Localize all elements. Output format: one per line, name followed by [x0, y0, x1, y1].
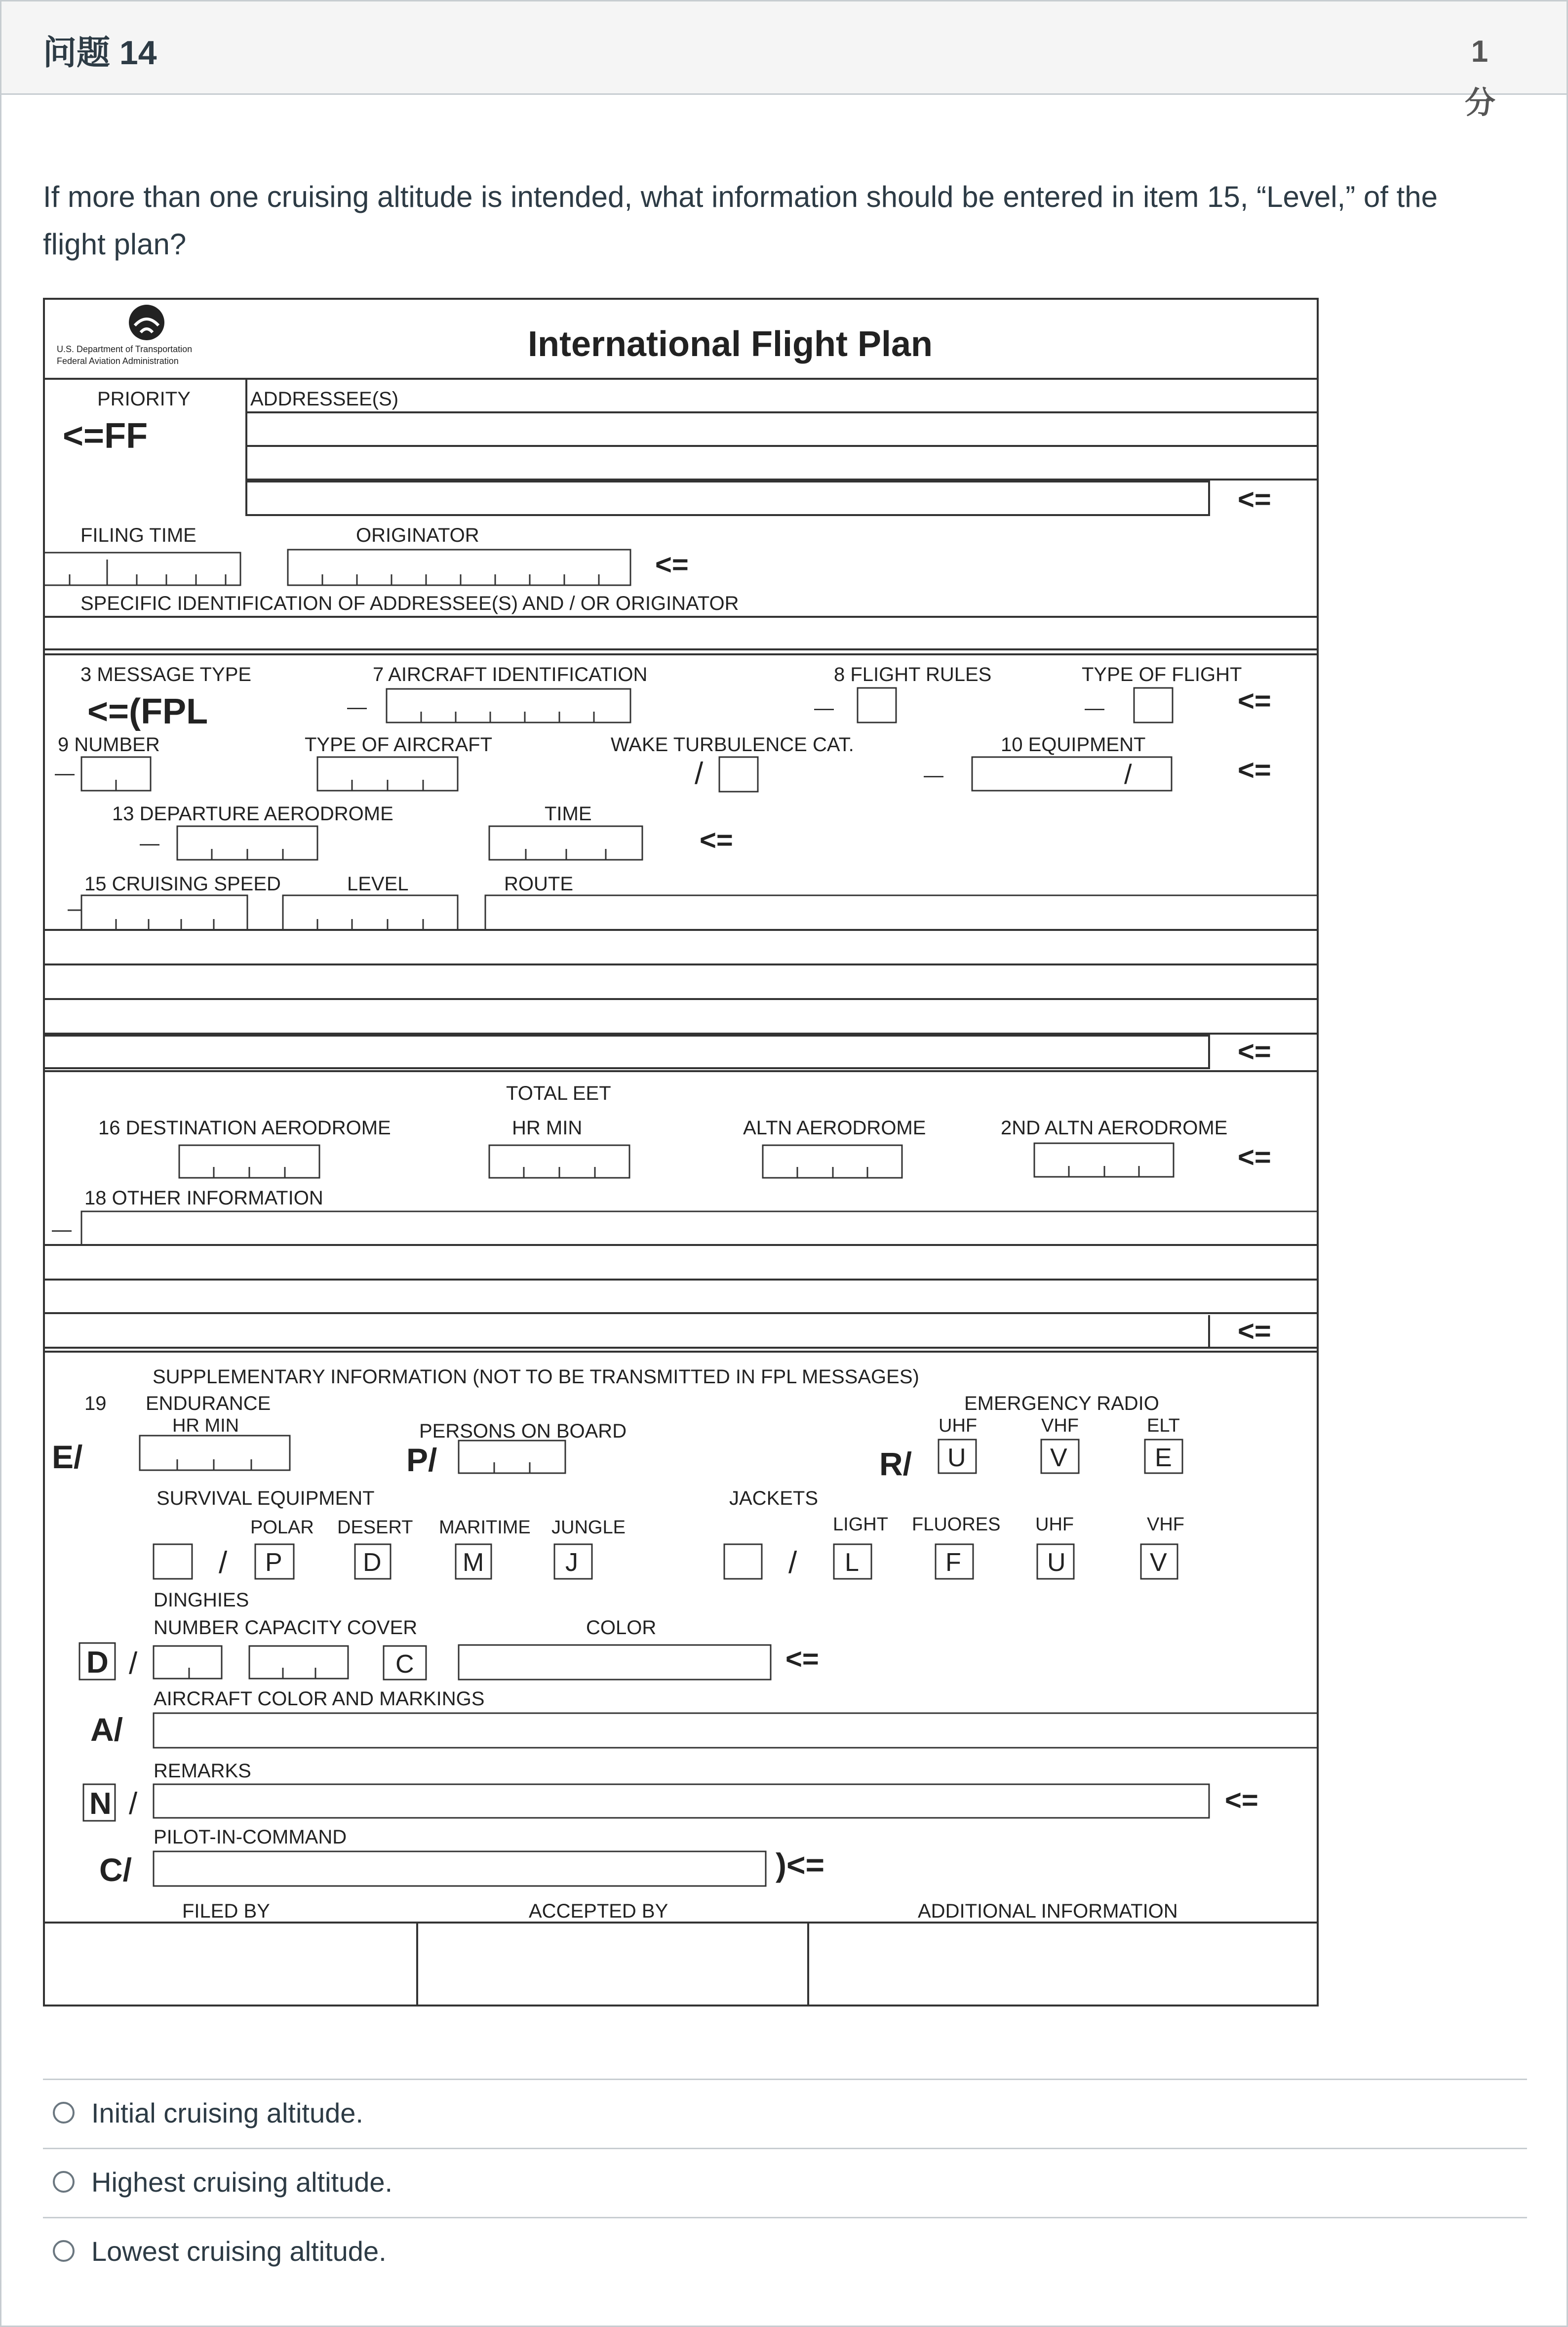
jungle-label: JUNGLE [551, 1517, 626, 1538]
additional-information-label: ADDITIONAL INFORMATION [918, 1900, 1178, 1922]
elt-label: ELT [1147, 1415, 1180, 1436]
aircraft-color-prefix: A/ [90, 1711, 123, 1748]
type-of-aircraft-label: TYPE OF AIRCRAFT [305, 734, 493, 756]
end-arrow: <= [785, 1643, 819, 1675]
addressees-label: ADDRESSEE(S) [250, 388, 399, 410]
filed-by-label: FILED BY [182, 1900, 270, 1922]
flight-plan-form-image [43, 298, 1319, 2007]
color-label: COLOR [586, 1617, 657, 1639]
type-of-flight-label: TYPE OF FLIGHT [1082, 664, 1242, 685]
remarks-label: REMARKS [154, 1760, 251, 1782]
number-label: 9 NUMBER [58, 734, 160, 756]
pilot-end: )<= [776, 1846, 825, 1883]
persons-on-board-label: PERSONS ON BOARD [419, 1420, 627, 1442]
end-arrow: <= [1238, 483, 1271, 516]
jacket-u: U [1047, 1548, 1066, 1577]
jacket-v: V [1150, 1548, 1167, 1577]
radio-v: V [1050, 1444, 1067, 1472]
survival-p: P [265, 1548, 282, 1577]
other-information-label: 18 OTHER INFORMATION [84, 1187, 323, 1209]
faa-logo-icon [129, 305, 164, 340]
slash: / [129, 1646, 138, 1681]
answer-label[interactable]: Initial cruising altitude. [91, 2097, 363, 2128]
slash: / [1124, 759, 1132, 790]
dinghy-cover-c: C [395, 1650, 414, 1679]
emergency-radio-label: EMERGENCY RADIO [964, 1393, 1159, 1414]
slash: / [788, 1546, 797, 1580]
uhf-label: UHF [939, 1415, 978, 1436]
answer-option[interactable] [43, 2218, 1527, 2286]
message-type-label: 3 MESSAGE TYPE [80, 664, 252, 685]
jacket-uhf-label: UHF [1035, 1514, 1074, 1535]
accepted-by-label: ACCEPTED BY [529, 1900, 668, 1922]
eet-hr-min-label: HR MIN [512, 1117, 583, 1139]
dinghy-columns-label: NUMBER CAPACITY COVER [154, 1617, 418, 1639]
question-points: 1 分 [1465, 35, 1496, 120]
slash: / [219, 1546, 228, 1580]
dash: — [52, 1219, 72, 1241]
pilot-prefix: C/ [99, 1851, 132, 1888]
altn-aerodrome-label: ALTN AERODROME [743, 1117, 926, 1139]
form-title: International Flight Plan [528, 324, 933, 364]
question-header [1, 1, 1567, 120]
vhf-label: VHF [1041, 1415, 1079, 1436]
filing-time-label: FILING TIME [80, 524, 196, 546]
route-label: ROUTE [504, 873, 573, 895]
survival-m: M [463, 1548, 484, 1577]
radio-button[interactable] [53, 2240, 75, 2262]
priority-value: <=FF [63, 416, 148, 456]
total-eet-label: TOTAL EET [506, 1083, 611, 1104]
second-altn-label: 2ND ALTN AERODROME [1001, 1117, 1228, 1139]
end-arrow: <= [1238, 754, 1271, 786]
dinghies-label: DINGHIES [154, 1589, 249, 1611]
radio-u: U [947, 1444, 966, 1472]
specific-id-label: SPECIFIC IDENTIFICATION OF ADDRESSEE(S) AND / OR ORIGINATOR [80, 593, 739, 614]
endurance-hr-min-label: HR MIN [172, 1415, 239, 1436]
radio-button[interactable] [53, 2102, 75, 2124]
aircraft-color-label: AIRCRAFT COLOR AND MARKINGS [154, 1688, 485, 1710]
supplementary-label: SUPPLEMENTARY INFORMATION (NOT TO BE TRANSMITTED IN FPL MESSAGES) [153, 1366, 919, 1388]
equipment-label: 10 EQUIPMENT [1001, 734, 1146, 756]
agency-line-1: U.S. Department of Transportation [57, 344, 193, 354]
dash: — [55, 762, 75, 784]
priority-label: PRIORITY [97, 388, 191, 410]
wake-turbulence-label: WAKE TURBULENCE CAT. [611, 734, 854, 756]
question-text: If more than one cruising altitude is intended, what information should be entered in item 15, “Level,” of the flight plan? [43, 180, 1438, 261]
radio-prefix: R/ [879, 1445, 912, 1482]
survival-j: J [565, 1548, 578, 1577]
dash: — [1085, 697, 1104, 719]
jacket-f: F [945, 1548, 961, 1577]
jacket-vhf-label: VHF [1147, 1514, 1184, 1535]
flight-rules-label: 8 FLIGHT RULES [834, 664, 992, 685]
aircraft-id-label: 7 AIRCRAFT IDENTIFICATION [373, 664, 648, 685]
level-label: LEVEL [347, 873, 409, 895]
answer-option[interactable] [43, 2080, 1527, 2148]
dinghies-prefix: D [86, 1645, 109, 1680]
message-type-value: <=(FPL [87, 692, 208, 731]
dash: — [140, 833, 159, 854]
maritime-label: MARITIME [439, 1517, 531, 1538]
end-arrow: <= [655, 549, 689, 581]
end-arrow: <= [700, 824, 733, 856]
desert-label: DESERT [337, 1517, 413, 1538]
fluores-label: FLUORES [912, 1514, 1001, 1535]
endurance-prefix: E/ [52, 1439, 83, 1475]
radio-e: E [1155, 1444, 1172, 1472]
survival-equipment-label: SURVIVAL EQUIPMENT [157, 1487, 375, 1509]
pilot-in-command-label: PILOT-IN-COMMAND [154, 1826, 347, 1848]
survival-d: D [363, 1548, 382, 1577]
cruising-speed-label: 15 CRUISING SPEED [84, 873, 281, 895]
dash: — [814, 697, 834, 719]
endurance-label: ENDURANCE [146, 1393, 271, 1414]
jackets-label: JACKETS [729, 1487, 819, 1509]
originator-label: ORIGINATOR [356, 524, 479, 546]
item-19-label: 19 [84, 1393, 107, 1414]
radio-button[interactable] [53, 2171, 75, 2193]
light-label: LIGHT [833, 1514, 888, 1535]
answer-label[interactable]: Highest cruising altitude. [91, 2167, 393, 2198]
time-label: TIME [545, 803, 592, 825]
end-arrow: <= [1238, 1036, 1271, 1068]
question-title: 问题 14 [43, 34, 157, 72]
remarks-prefix: N [89, 1787, 112, 1821]
departure-aerodrome-label: 13 DEPARTURE AERODROME [112, 803, 393, 825]
polar-label: POLAR [250, 1517, 314, 1538]
slash: / [129, 1787, 138, 1821]
end-arrow: <= [1238, 1315, 1271, 1347]
end-arrow: <= [1238, 685, 1271, 717]
end-arrow: <= [1225, 1784, 1258, 1816]
destination-aerodrome-label: 16 DESTINATION AERODROME [98, 1117, 391, 1139]
answer-label[interactable]: Lowest cruising altitude. [91, 2236, 387, 2267]
dash: — [924, 764, 943, 786]
persons-prefix: P/ [406, 1442, 437, 1478]
jacket-l: L [845, 1548, 859, 1577]
end-arrow: <= [1238, 1141, 1271, 1173]
dash: — [347, 696, 367, 718]
slash: / [695, 757, 704, 791]
answer-option[interactable] [43, 2149, 1527, 2217]
agency-line-2: Federal Aviation Administration [57, 356, 179, 366]
